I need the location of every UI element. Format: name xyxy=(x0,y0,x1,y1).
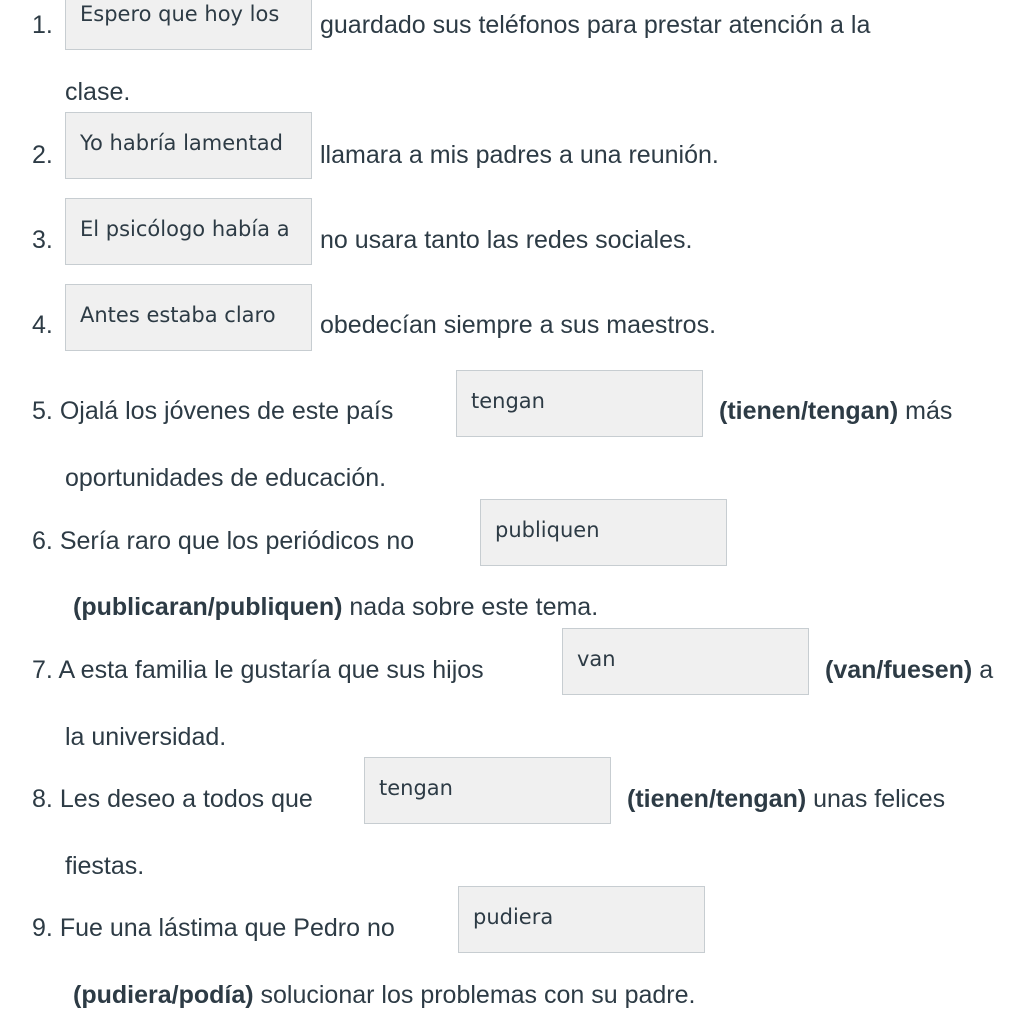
item-1-answer-input[interactable] xyxy=(80,0,297,44)
item-2-after: llamara a mis padres a una reunión. xyxy=(320,141,719,169)
item-6-answer-input[interactable] xyxy=(495,500,712,560)
item-1-after: guardado sus teléfonos para prestar atención a la xyxy=(320,11,871,39)
item-8-after: unas felices xyxy=(813,785,946,813)
item-6-options: (publicaran/publiquen) xyxy=(73,593,343,621)
item-9-answer-input[interactable] xyxy=(473,887,690,947)
item-number: 5. xyxy=(32,397,53,425)
item-7-wrap: la universidad. xyxy=(65,723,227,751)
item-8-line xyxy=(32,784,313,814)
item-9-tail xyxy=(73,980,695,1010)
item-number: 9. xyxy=(32,914,53,942)
item-number: 7. xyxy=(32,656,53,684)
item-1-line xyxy=(32,10,53,40)
item-5-wrap: oportunidades de educación. xyxy=(65,464,387,492)
item-number: 1. xyxy=(32,11,53,39)
item-5-options: (tienen/tengan) xyxy=(719,397,899,425)
item-8-tail xyxy=(627,784,945,814)
item-9-wrap: solucionar los problemas con su padre. xyxy=(260,981,696,1009)
item-8-answer-field[interactable] xyxy=(364,757,611,824)
item-6-answer-field[interactable] xyxy=(480,499,727,566)
item-1-answer-field[interactable] xyxy=(65,0,312,50)
item-9-before: Fue una lástima que Pedro no xyxy=(59,914,395,942)
item-8-before: Les deseo a todos que xyxy=(59,785,313,813)
item-6-line xyxy=(32,526,414,556)
item-7-options: (van/fuesen) xyxy=(825,656,973,684)
item-6-wrap: nada sobre este tema. xyxy=(349,593,599,621)
item-7-after: a xyxy=(979,656,994,684)
item-number: 6. xyxy=(32,527,53,555)
item-4-answer-field[interactable] xyxy=(65,284,312,351)
item-7-answer-field[interactable] xyxy=(562,628,809,695)
item-number: 8. xyxy=(32,785,53,813)
item-3-answer-input[interactable] xyxy=(80,199,297,259)
item-8-wrap: fiestas. xyxy=(65,852,145,880)
item-5-answer-field[interactable] xyxy=(456,370,703,437)
item-3-answer-field[interactable] xyxy=(65,198,312,265)
item-2-number: 2. xyxy=(32,141,53,169)
item-7-line xyxy=(32,655,484,685)
item-5-line xyxy=(32,396,393,426)
item-9-line xyxy=(32,913,395,943)
item-5-tail xyxy=(719,396,952,426)
item-7-before: A esta familia le gustaría que sus hijos xyxy=(58,656,484,684)
item-2-answer-field[interactable] xyxy=(65,112,312,179)
item-9-options: (pudiera/podía) xyxy=(73,981,254,1009)
item-5-before: Ojalá los jóvenes de este país xyxy=(59,397,394,425)
item-7-tail xyxy=(825,655,993,685)
item-7-answer-input[interactable] xyxy=(577,629,794,689)
item-1-wrap: clase. xyxy=(65,78,131,106)
item-8-answer-input[interactable] xyxy=(379,758,596,818)
item-5-answer-input[interactable] xyxy=(471,371,688,431)
item-4-after: obedecían siempre a sus maestros. xyxy=(320,311,717,339)
item-5-after: más xyxy=(905,397,953,425)
item-6-before: Sería raro que los periódicos no xyxy=(59,527,415,555)
item-4-answer-input[interactable] xyxy=(80,285,297,345)
item-2-answer-input[interactable] xyxy=(80,113,297,173)
item-8-options: (tienen/tengan) xyxy=(627,785,807,813)
item-3-after: no usara tanto las redes sociales. xyxy=(320,226,693,254)
item-6-tail xyxy=(73,592,598,622)
item-9-answer-field[interactable] xyxy=(458,886,705,953)
item-3-number: 3. xyxy=(32,226,53,254)
item-4-number: 4. xyxy=(32,311,53,339)
